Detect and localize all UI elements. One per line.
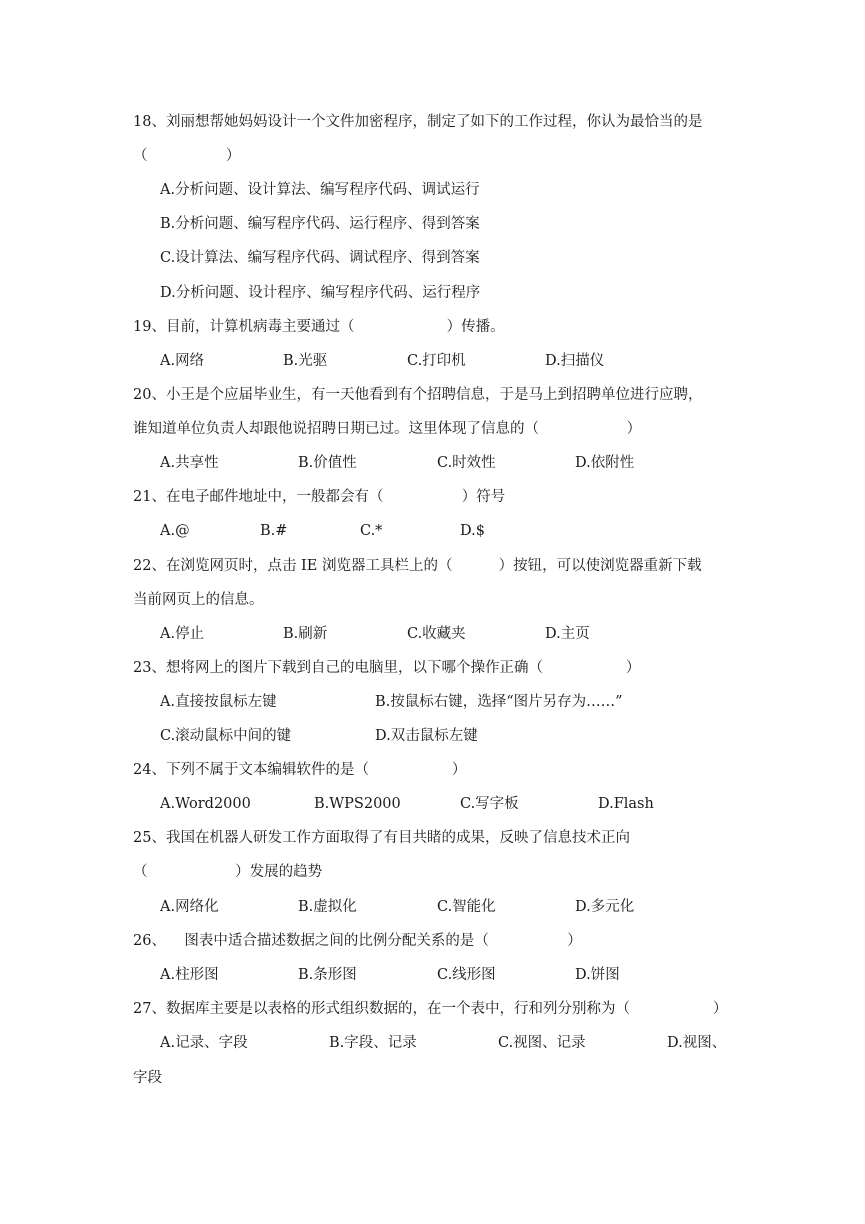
- question-20-option-a: A.共享性: [160, 455, 219, 471]
- question-20-stem-line1: 20、小王是个应届毕业生，有一天他看到有个招聘信息，于是马上到招聘单位进行应聘，: [133, 387, 703, 403]
- question-22-option-d: D.主页: [545, 626, 590, 642]
- question-25-option-c: C.智能化: [437, 899, 496, 915]
- question-18-option-c: C.设计算法、编写程序代码、调试程序、得到答案: [160, 250, 480, 266]
- question-27-stem: 27、数据库主要是以表格的形式组织数据的，在一个表中，行和列分别称为（ ）: [133, 1001, 728, 1017]
- question-20-option-b: B.价值性: [298, 455, 357, 471]
- question-24-option-c: C.写字板: [460, 796, 519, 812]
- question-22-option-a: A.停止: [160, 626, 205, 642]
- question-18-stem-line2: （ ）: [133, 148, 241, 164]
- question-22-stem-line1: 22、在浏览网页时，点击 IE 浏览器工具栏上的（ ）按钮，可以使浏览器重新下载: [133, 558, 702, 574]
- question-19-option-d: D.扫描仪: [545, 353, 605, 369]
- question-25-option-d: D.多元化: [575, 899, 635, 915]
- question-18-option-a: A.分析问题、设计算法、编写程序代码、调试运行: [160, 182, 480, 198]
- question-23-option-c: C.滚动鼠标中间的键: [160, 728, 292, 744]
- question-25-stem-line1: 25、我国在机器人研发工作方面取得了有目共睹的成果，反映了信息技术正向: [133, 830, 630, 846]
- question-23-option-d: D.双击鼠标左键: [375, 728, 478, 744]
- question-26-option-c: C.线形图: [437, 967, 496, 983]
- question-20-stem-line2: 谁知道单位负责人却跟他说招聘日期已过。这里体现了信息的（ ）: [133, 421, 642, 437]
- question-24-stem: 24、下列不属于文本编辑软件的是（ ）: [133, 762, 467, 778]
- question-22-stem-line2: 当前网页上的信息。: [133, 592, 264, 608]
- question-24-option-d: D.Flash: [598, 796, 654, 812]
- question-23-stem: 23、想将网上的图片下载到自己的电脑里，以下哪个操作正确（ ）: [133, 660, 641, 676]
- question-27-option-d-wrap: 字段: [133, 1070, 162, 1086]
- question-24-option-a: A.Word2000: [160, 796, 251, 812]
- question-25-stem-line2: （ ）发展的趋势: [133, 864, 323, 880]
- question-26-option-a: A.柱形图: [160, 967, 219, 983]
- question-25-option-a: A.网络化: [160, 899, 219, 915]
- question-23-option-b: B.按鼠标右键，选择“图片另存为……”: [375, 694, 623, 710]
- question-26-option-b: B.条形图: [298, 967, 357, 983]
- question-27-option-c: C.视图、记录: [498, 1035, 586, 1051]
- question-21-option-a: A.@: [160, 523, 190, 539]
- question-22-option-c: C.收藏夹: [407, 626, 466, 642]
- question-23-option-a: A.直接按鼠标左键: [160, 694, 277, 710]
- question-22-option-b: B.刷新: [283, 626, 328, 642]
- question-21-option-b: B.#: [260, 523, 288, 539]
- question-21-option-d: D.$: [460, 523, 485, 539]
- question-21-stem: 21、在电子邮件地址中，一般都会有（ ）符号: [133, 489, 506, 505]
- question-19-option-b: B.光驱: [283, 353, 328, 369]
- question-25-option-b: B.虚拟化: [298, 899, 357, 915]
- question-27-option-d: D.视图、: [667, 1035, 727, 1051]
- question-20-option-d: D.依附性: [575, 455, 635, 471]
- question-27-option-b: B.字段、记录: [329, 1035, 417, 1051]
- question-18-stem-line1: 18、刘丽想帮她妈妈设计一个文件加密程序，制定了如下的工作过程，你认为最恰当的是: [133, 114, 703, 130]
- question-26-stem: 26、 图表中适合描述数据之间的比例分配关系的是（ ）: [133, 933, 582, 949]
- question-19-stem: 19、目前，计算机病毒主要通过（ ）传播。: [133, 319, 505, 335]
- question-27-option-a: A.记录、字段: [160, 1035, 248, 1051]
- question-18-option-b: B.分析问题、编写程序代码、运行程序、得到答案: [160, 216, 480, 232]
- question-24-option-b: B.WPS2000: [314, 796, 401, 812]
- question-19-option-c: C.打印机: [407, 353, 466, 369]
- question-26-option-d: D.饼图: [575, 967, 620, 983]
- question-18-option-d: D.分析问题、设计程序、编写程序代码、运行程序: [160, 285, 481, 301]
- question-19-option-a: A.网络: [160, 353, 205, 369]
- question-20-option-c: C.时效性: [437, 455, 496, 471]
- question-21-option-c: C.*: [360, 523, 383, 539]
